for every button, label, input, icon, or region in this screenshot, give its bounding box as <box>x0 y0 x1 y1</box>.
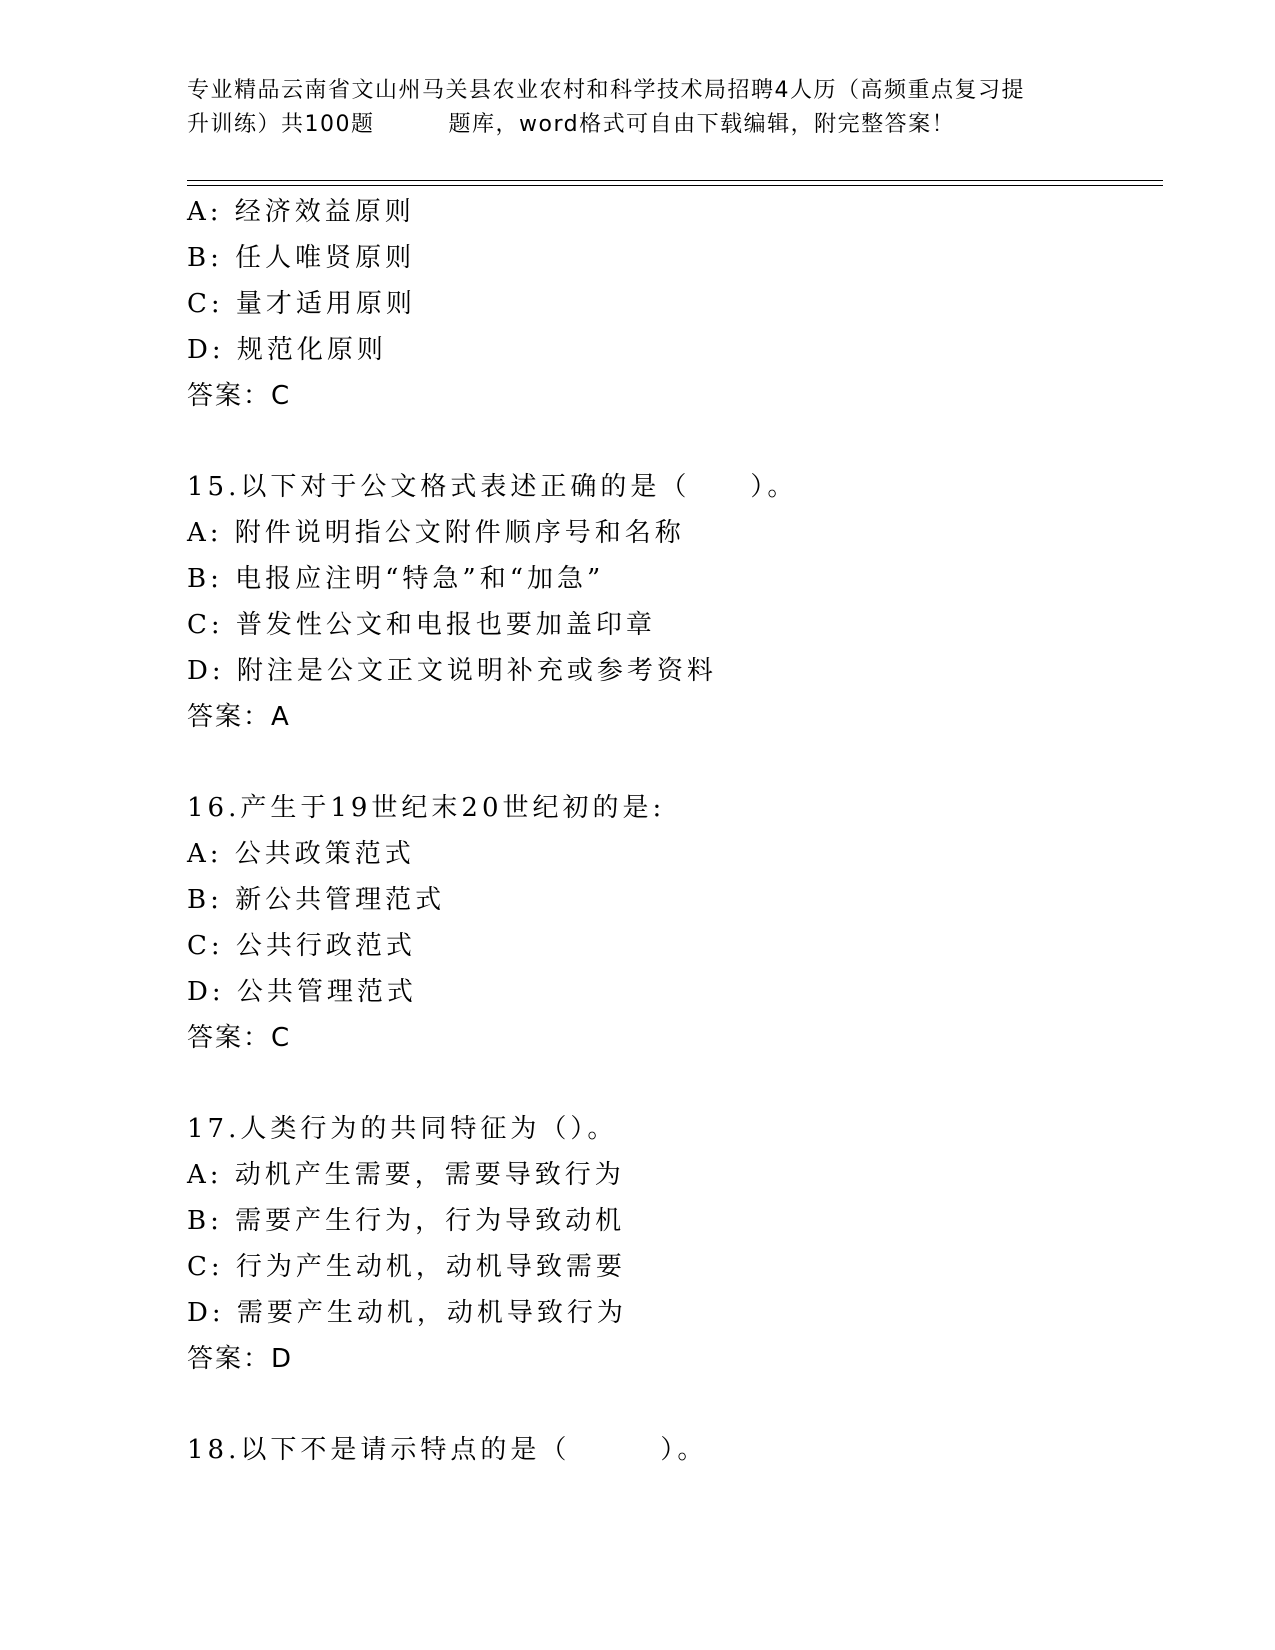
option-b: B: 需要产生行为，行为导致动机 <box>187 1206 626 1236</box>
option-c: C: 公共行政范式 <box>187 931 416 961</box>
header-line-2 <box>187 108 1107 142</box>
header-line-1: 专业精品云南省文山州马关县农业农村和科学技术局招聘4人历（高频重点复习提 <box>187 78 1025 103</box>
option-b: B: 任人唯贤原则 <box>187 243 416 273</box>
header-line-2-part-2: 题库，word格式可自由下载编辑，附完整答案！ <box>448 112 956 137</box>
question-stem: 16.产生于19世纪末20世纪初的是: <box>187 793 666 823</box>
question-stem: 17.人类行为的共同特征为（）。 <box>187 1114 618 1144</box>
header-rule-top <box>187 180 1163 181</box>
answer: 答案：A <box>187 702 291 732</box>
option-c: C: 行为产生动机，动机导致需要 <box>187 1252 626 1282</box>
answer: 答案：C <box>187 381 292 411</box>
question-16 <box>187 785 1167 1061</box>
answer: 答案：D <box>187 1344 294 1374</box>
question-list <box>187 189 1167 1473</box>
option-b: B: 新公共管理范式 <box>187 885 446 915</box>
question-15 <box>187 464 1167 740</box>
option-a: A: 附件说明指公文附件顺序号和名称 <box>187 518 685 548</box>
option-d: D: 附注是公文正文说明补充或参考资料 <box>187 656 717 686</box>
question-17 <box>187 1106 1167 1382</box>
answer: 答案：C <box>187 1023 292 1053</box>
option-b: B: 电报应注明“特急”和“加急” <box>187 564 605 594</box>
option-d: D: 公共管理范式 <box>187 977 417 1007</box>
option-d: D: 规范化原则 <box>187 335 387 365</box>
option-a: A: 经济效益原则 <box>187 197 415 227</box>
option-d: D: 需要产生动机，动机导致行为 <box>187 1298 627 1328</box>
question-stem: 15.以下对于公文格式表述正确的是（ ）。 <box>187 472 798 502</box>
question-18 <box>187 1427 1167 1473</box>
question-stem: 18.以下不是请示特点的是（ ）。 <box>187 1435 708 1465</box>
option-a: A: 公共政策范式 <box>187 839 415 869</box>
header-rule-bottom <box>187 185 1163 186</box>
option-c: C: 量才适用原则 <box>187 289 416 319</box>
option-a: A: 动机产生需要，需要导致行为 <box>187 1160 625 1190</box>
question-14 <box>187 189 1167 419</box>
option-c: C: 普发性公文和电报也要加盖印章 <box>187 610 656 640</box>
document-header <box>187 74 1107 142</box>
header-line-2-part-1: 升训练）共100题 <box>187 112 375 137</box>
